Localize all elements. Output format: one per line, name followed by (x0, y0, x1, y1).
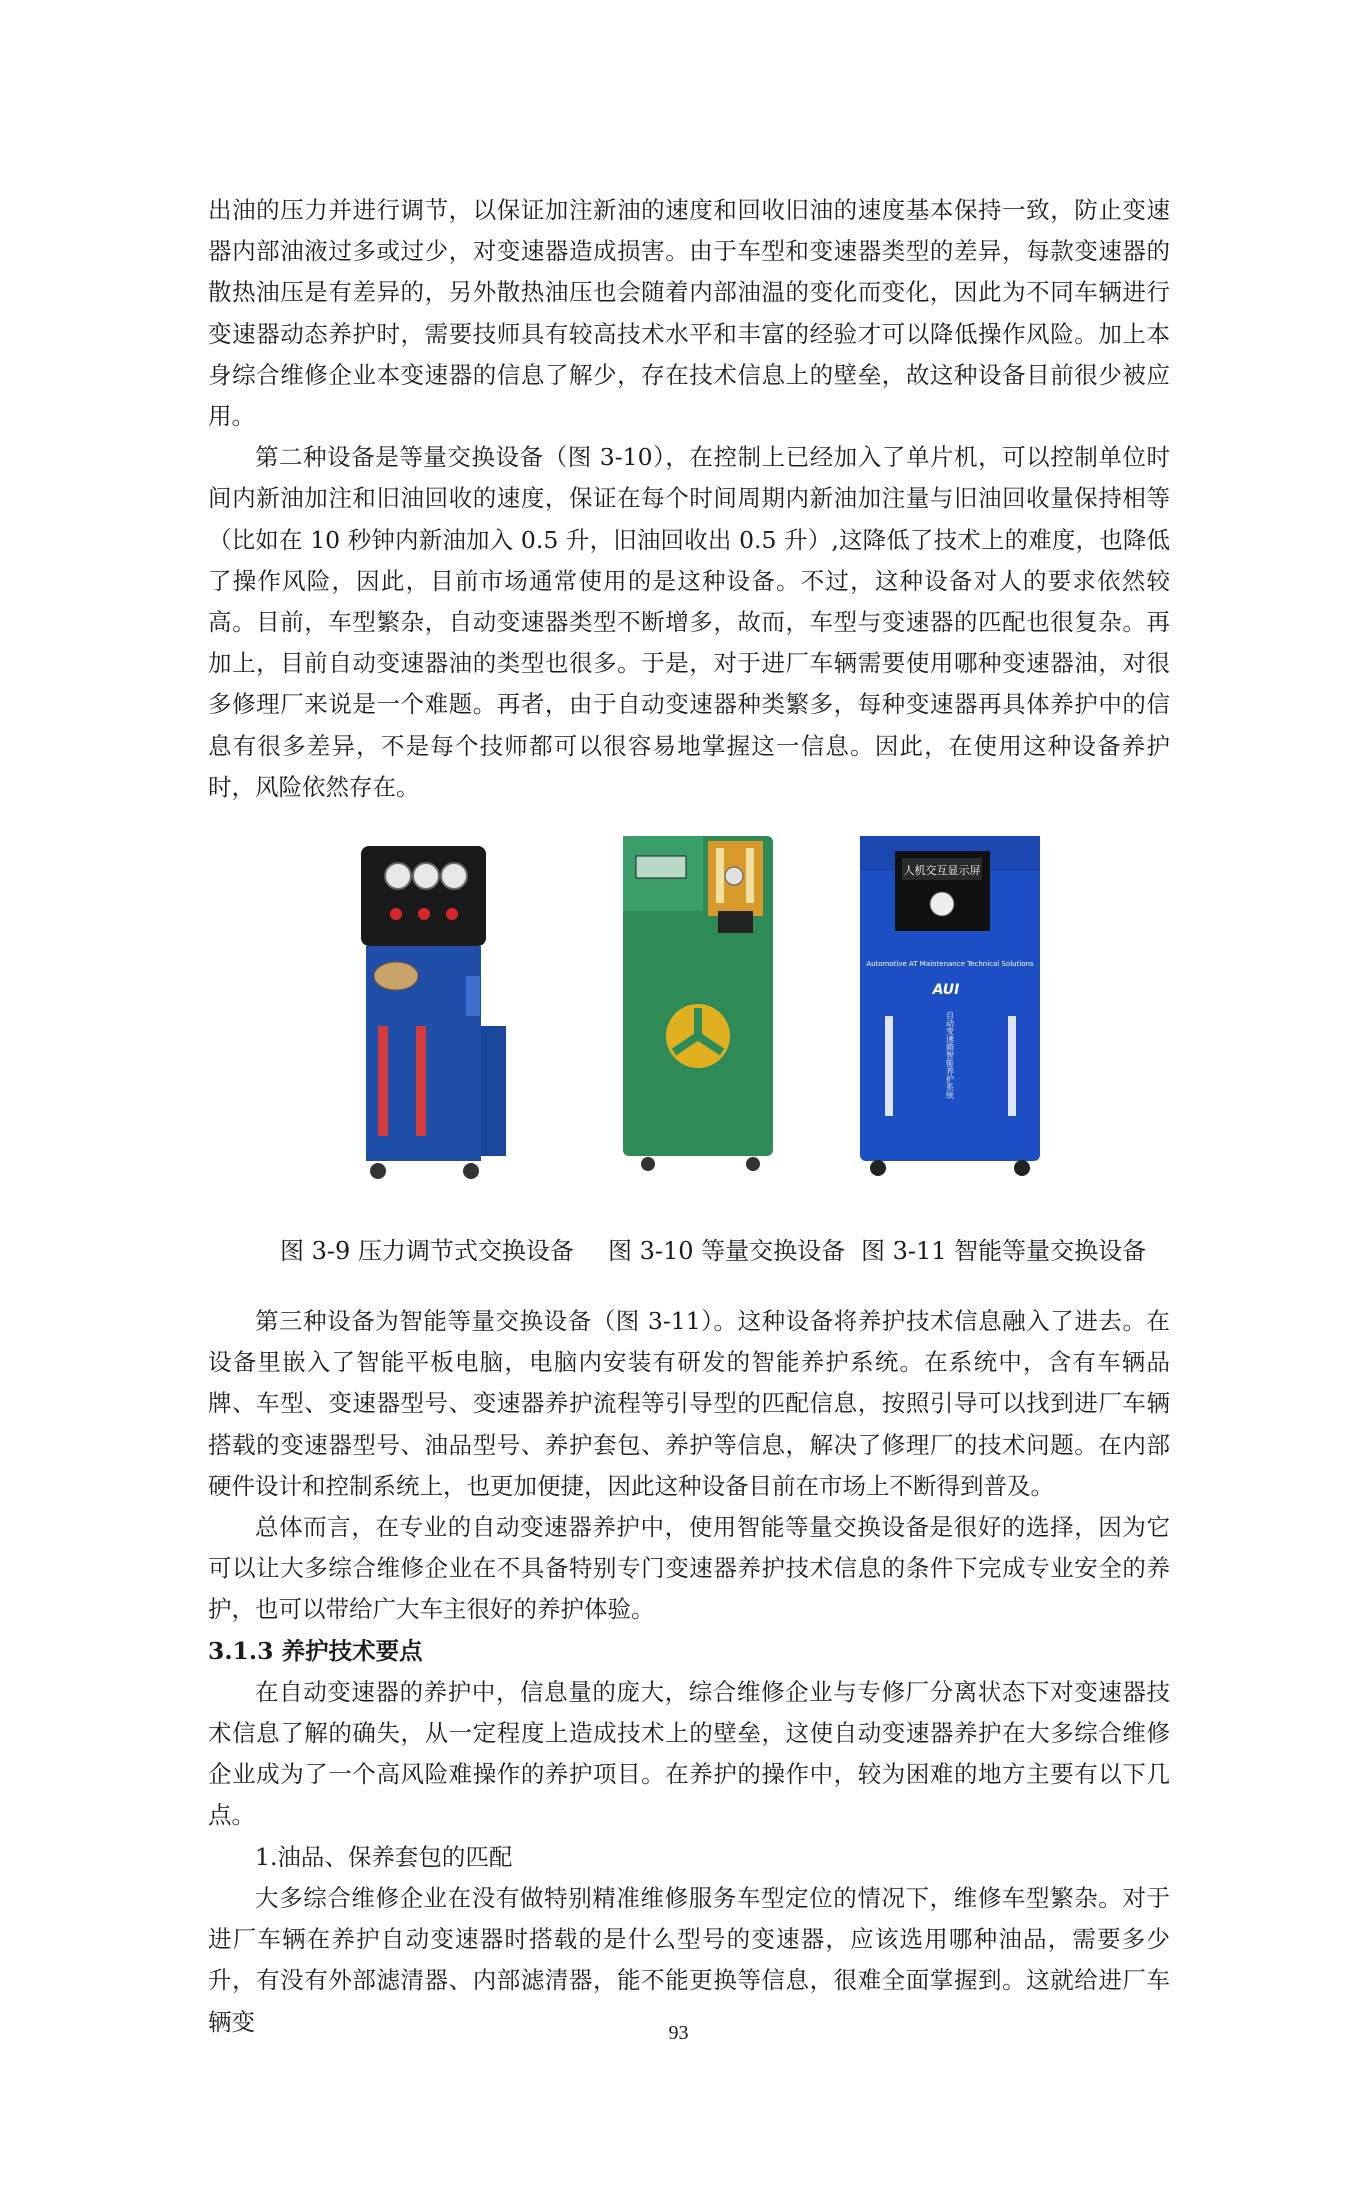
machine-logo: AUI (932, 982, 960, 999)
paragraph-2: 第二种设备是等量交换设备（图 3-10），在控制上已经加入了单片机，可以控制单位时间内新油加注和旧油回收的速度，保证在每个时间周期内新油加注量与旧油回收量保持相等（比如在 10 秒钟内新油加入 0.5 升，旧油回收出 0.5 升）,这降低了技术上的难度，也降低了操作风险，因此，目前市场通常使用的是这种设备。不过，这种设备对人的要求依然较高。目前，车型繁杂，自动变速器类型不断增多，故而，车型与变速器的匹配也很复杂。再加上，目前自动变速器油的类型也很多。于是，对于进厂车辆需要使用哪种变速器油，对很多修理厂来说是一个难题。再者，由于自动变速器种类繁多，每种变速器再具体养护中的信息有很多差异，不是每个技师都可以很容易地掌握这一信息。因此，在使用这种设备养护时，风险依然存在。 (208, 443, 1170, 801)
figure-3-9-image (336, 826, 516, 1211)
subheading-1: 1.油品、保养套包的匹配 (255, 1842, 513, 1871)
caption-figure-3-10: 图 3-10 等量交换设备 (608, 1237, 846, 1266)
machine-band-label: Automotive AT Maintenance Technical Solutions (866, 960, 1034, 969)
figure-3-11-image (850, 826, 1050, 1211)
page-number: 93 (668, 2022, 689, 2044)
section-heading: 3.1.3 养护技术要点 (208, 1636, 423, 1665)
figure-3-10-image (608, 826, 793, 1211)
paragraph-5: 在自动变速器的养护中，信息量的庞大，综合维修企业与专修厂分离状态下对变速器技术信息了解的确失，从一定程度上造成技术上的壁垒，这使自动变速器养护在大多综合维修企业成为了一个高风险难操作的养护项目。在养护的操作中，较为困难的地方主要有以下几点。 (208, 1677, 1170, 1830)
figure-captions (208, 1231, 1170, 1271)
caption-figure-3-11: 图 3-11 智能等量交换设备 (861, 1237, 1147, 1266)
page-content (208, 190, 1170, 2043)
caption-figure-3-9: 图 3-9 压力调节式交换设备 (280, 1237, 574, 1266)
machine-screen-label: 人机交互显示屏 (903, 864, 981, 878)
paragraph-3: 第三种设备为智能等量交换设备（图 3-11）。这种设备将养护技术信息融入了进去。在设备里嵌入了智能平板电脑，电脑内安装有研发的智能养护系统。在系统中，含有车辆品牌、车型、变速器型号、变速器养护流程等引导型的匹配信息，按照引导可以找到进厂车辆搭载的变速器型号、油品型号、养护套包、养护等信息，解决了修理厂的技术问题。在内部硬件设计和控制系统上，也更加便捷，因此这种设备目前在市场上不断得到普及。 (208, 1307, 1170, 1500)
machine-vertical-label: 自动变速箱智能养护系统 (945, 1011, 955, 1100)
paragraph-4: 总体而言，在专业的自动变速器养护中，使用智能等量交换设备是很好的选择，因为它可以让大多综合维修企业在不具备特别专门变速器养护技术信息的条件下完成专业安全的养护，也可以带给广大车主很好的养护体验。 (208, 1513, 1170, 1624)
paragraph-6: 大多综合维修企业在没有做特别精准维修服务车型定位的情况下，维修车型繁杂。对于进厂车辆在养护自动变速器时搭载的是什么型号的变速器，应该选用哪种油品，需要多少升，有没有外部滤清器、内部滤清器，能不能更换等信息，很难全面掌握到。这就给进厂车辆变 (208, 1883, 1170, 2036)
paragraph-1: 出油的压力并进行调节，以保证加注新油的速度和回收旧油的速度基本保持一致，防止变速器内部油液过多或过少，对变速器造成损害。由于车型和变速器类型的差异，每款变速器的散热油压是有差异的，另外散热油压也会随着内部油温的变化而变化，因此为不同车辆进行变速器动态养护时，需要技师具有较高技术水平和丰富的经验才可以降低操作风险。加上本身综合维修企业本变速器的信息了解少，存在技术信息上的壁垒，故这种设备目前很少被应用。 (208, 196, 1170, 431)
figure-row (208, 826, 1170, 1211)
